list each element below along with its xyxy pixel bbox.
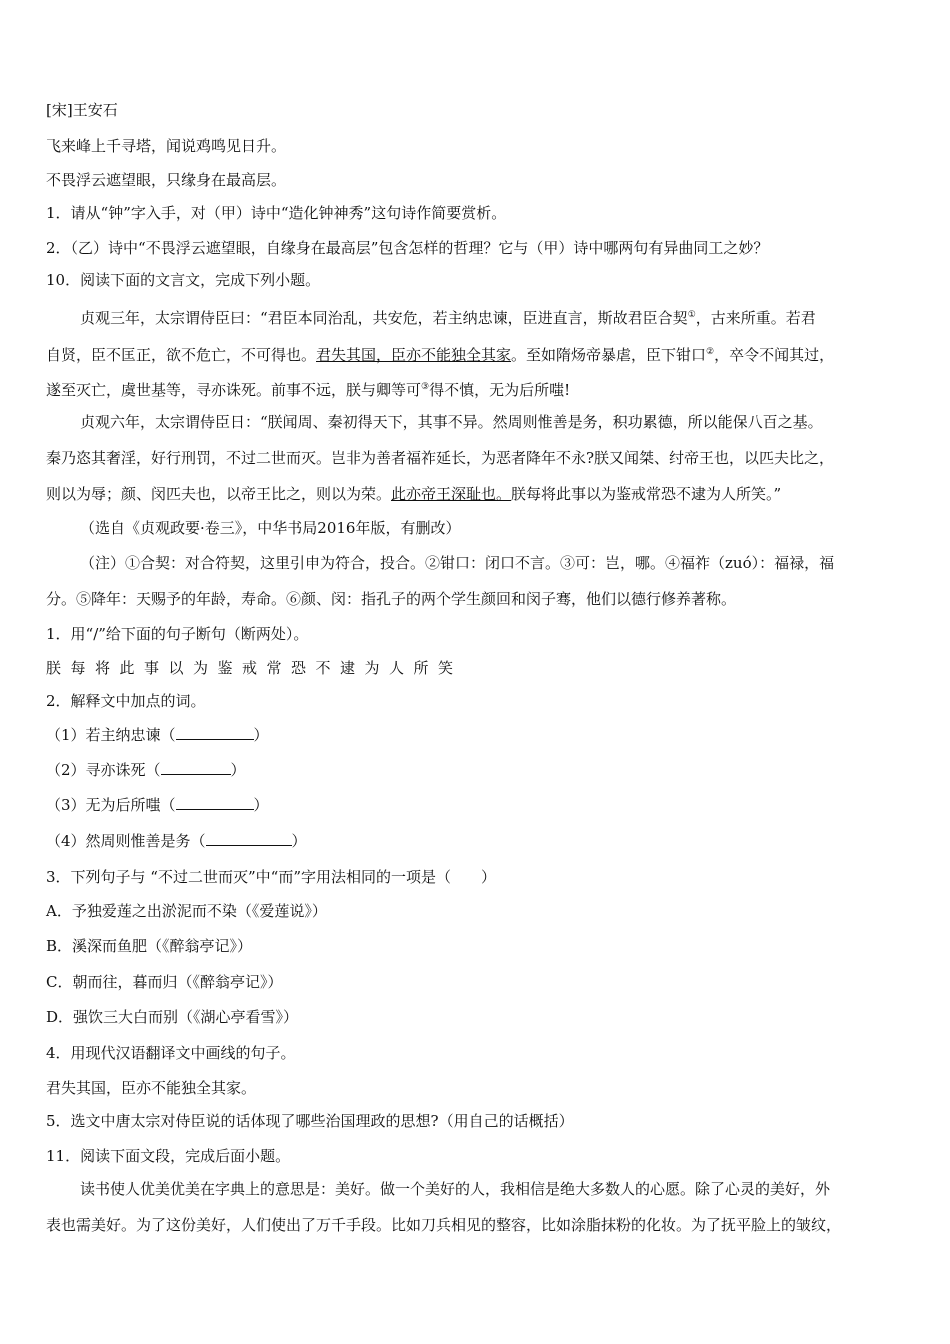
note-marker-2: ② xyxy=(706,347,715,357)
answer-blank-3[interactable] xyxy=(176,795,254,810)
option-d: D．强饮三大白而别（《湖心亭看雪》） xyxy=(46,1008,299,1026)
answer-blank-2[interactable] xyxy=(161,760,231,775)
option-a: A．予独爱莲之出淤泥而不染（《爱莲说》） xyxy=(46,902,327,920)
annotation-line-1: （注）①合契：对合符契，这里引申为符合，投合。②钳口：闭口不言。③可：岂，哪。④福祚（zuó）：福禄，福 xyxy=(80,554,835,572)
q10-para1-line1: 贞观三年，太宗谓侍臣曰：“君臣本同治乱，共安危，若主纳忠谏，臣进直言，斯故君臣合契①，古来所重。若君 xyxy=(80,309,816,327)
q10-sub-question-5: 5．选文中唐太宗对侍臣说的话体现了哪些治国理政的思想?（用自己的话概括） xyxy=(46,1112,574,1130)
poem-author: [宋]王安石 xyxy=(46,101,118,119)
punctuation-sentence: 朕每将此事以为鉴戒常恐不逮为人所笑 xyxy=(46,659,463,677)
q10-para1-line2: 自贤，臣不匡正，欲不危亡，不可得也。君失其国，臣亦不能独全其家。至如隋炀帝暴虐，臣下钳口②，卒令不闻其过， xyxy=(46,346,835,364)
q9-sub-question-1: 1．请从“钟”字入手，对（甲）诗中“造化钟神秀”这句诗作简要赏析。 xyxy=(46,204,507,222)
q10-sub-question-2: 2．解释文中加点的词。 xyxy=(46,692,206,710)
q10-para1-line3: 遂至灭亡，虞世基等，寻亦诛死。前事不远，朕与卿等可③得不慎，无为后所嗤! xyxy=(46,381,571,399)
option-c: C．朝而往，暮而归（《醉翁亭记》） xyxy=(46,973,283,991)
word-item-2: （2）寻亦诛死（ ） xyxy=(46,761,246,779)
q9-sub-question-2: 2．（乙）诗中“不畏浮云遮望眼，自缘身在最高层”包含怎样的哲理？它与（甲）诗中哪两句有异曲同工之妙？ xyxy=(46,239,769,257)
q10-para2-line3: 则以为辱；颜、闵匹夫也，以帝王比之，则以为荣。此亦帝王深耻也。朕每将此事以为鉴戒常恐不逮为人所笑。” xyxy=(46,485,782,503)
annotation-line-2: 分。⑤降年：天赐予的年龄，寿命。⑥颜、闵：指孔子的两个学生颜回和闵子骞，他们以德行修养著称。 xyxy=(46,590,737,608)
source-citation: （选自《贞观政要·卷三》，中华书局2016年版，有删改） xyxy=(80,519,461,537)
answer-blank-1[interactable] xyxy=(176,725,254,740)
q10-sub-question-4: 4．用现代汉语翻译文中画线的句子。 xyxy=(46,1044,296,1062)
word-item-3: （3）无为后所嗤（ ） xyxy=(46,796,269,814)
option-b: B．溪深而鱼肥（《醉翁亭记》） xyxy=(46,937,253,955)
underlined-sentence: 君失其国，臣亦不能独全其家 xyxy=(316,346,512,364)
q10-sub-question-1: 1．用“/”给下面的句子断句（断两处）。 xyxy=(46,625,309,643)
q10-sub-question-3: 3．下列句子与 “不过二世而灭”中“而”字用法相同的一项是（ ） xyxy=(46,868,496,886)
q11-para-line1: 读书使人优美优美在字典上的意思是：美好。做一个美好的人，我相信是绝大多数人的心愿。除了心灵的美好，外 xyxy=(80,1180,831,1198)
note-marker-1: ① xyxy=(687,310,696,320)
q10-para2-line1: 贞观六年，太宗谓侍臣日：“朕闻周、秦初得天下，其事不异。然周则惟善是务，积功累德，所以能保八百之基。 xyxy=(80,413,823,431)
q11-para-line2: 表也需美好。为了这份美好，人们使出了万千手段。比如刀兵相见的整容，比如涂脂抹粉的化妆。为了抚平脸上的皱纹， xyxy=(46,1216,842,1234)
answer-blank-4[interactable] xyxy=(206,831,292,846)
note-marker-3: ③ xyxy=(421,382,430,392)
q11-title: 11．阅读下面文段，完成后面小题。 xyxy=(46,1147,291,1165)
q10-title: 10．阅读下面的文言文，完成下列小题。 xyxy=(46,271,321,289)
underlined-sentence-2: 此亦帝王深耻也。 xyxy=(391,485,512,503)
word-item-4: （4）然周则惟善是务（ ） xyxy=(46,832,307,850)
q10-para2-line2: 秦乃恣其奢淫，好行刑罚，不过二世而灭。岂非为善者福祚延长，为恶者降年不永?朕又闻桀、纣帝王也，以匹夫比之， xyxy=(46,449,835,467)
poem-line-1: 飞来峰上千寻塔，闻说鸡鸣见日升。 xyxy=(46,137,287,155)
poem-line-2: 不畏浮云遮望眼，只缘身在最高层。 xyxy=(46,171,287,189)
word-item-1: （1）若主纳忠谏（ ） xyxy=(46,726,269,744)
translation-sentence: 君失其国，臣亦不能独全其家。 xyxy=(46,1079,257,1097)
